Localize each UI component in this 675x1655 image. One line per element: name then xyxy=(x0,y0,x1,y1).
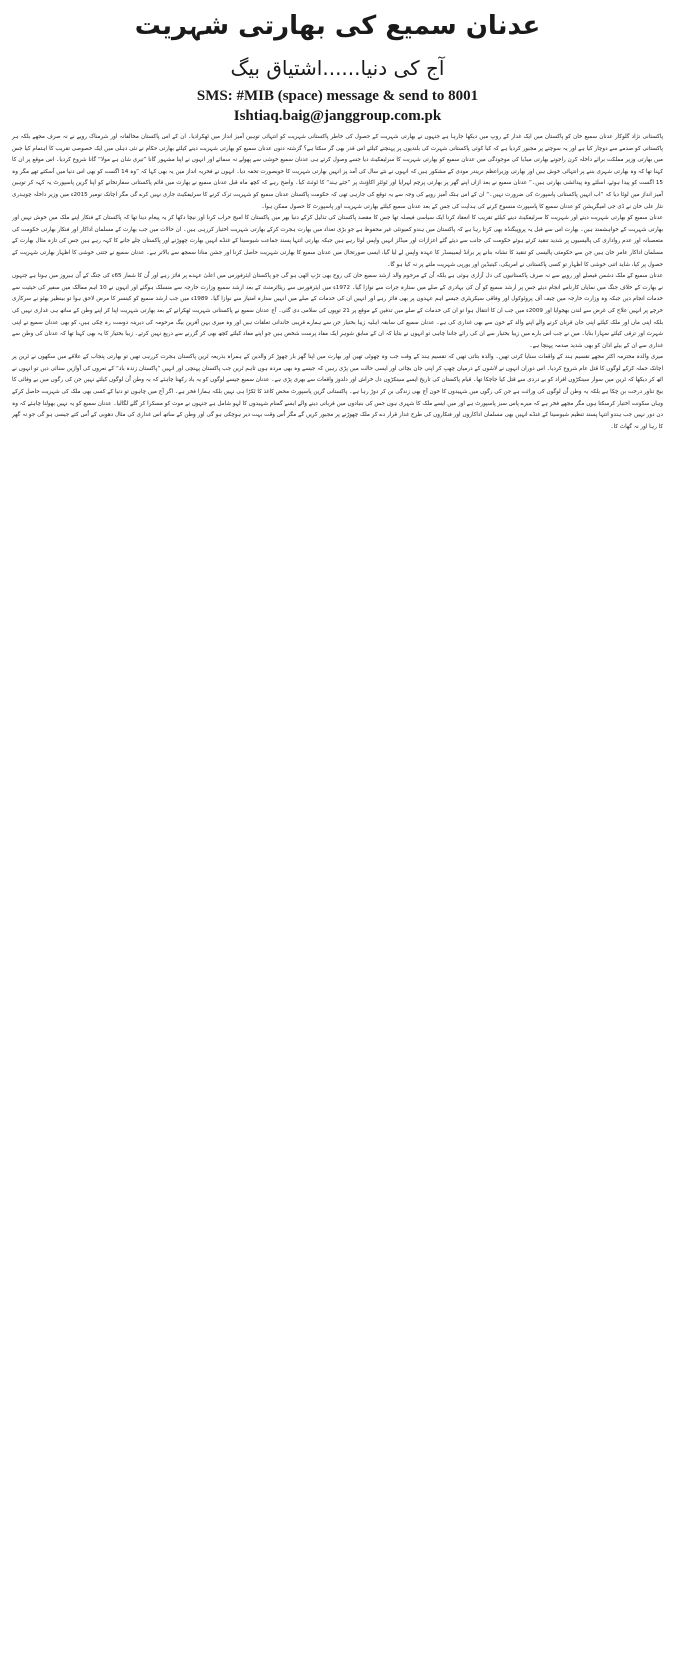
author-email: Ishtiaq.baig@janggroup.com.pk xyxy=(233,108,442,124)
article-paragraph: میری والدہ محترمہ اکثر مجھے تقسیم ہند کے واقعات سنایا کرتی تھیں۔ والدہ بتاتی تھیں کہ تقسیم ہند کے وقت جب وہ چھوٹی تھیں اور بھارت میں اپنا گھر بار چھوڑ کر والدین کے ہمراہ بذریعہ ٹرین پاکستان ہجرت کررہی تھیں تو بھارتی پنجاب کے علاقے میں سکھوں نے ٹرین پر اچانک حملہ کرکے لوگوں کا قتل عام شروع کردیا۔ اس دوران انہوں نے لاشوں کے درمیان چھپ کر اپنی جان بچائی اور ایسی حالت میں پڑی رہیں کہ جیسے وہ بھی مردہ ہوں تاہم ٹرین جب پاکستان پہنچی اور انہیں ”پاکستان زندہ باد“ کے نعروں کی آوازیں سنائی دیں تو انہوں نے اٹھ کر دیکھا کہ ٹرین میں سوار سینکڑوں افراد کو بے دردی سے قتل کیا جاچکا تھا۔ قیام پاکستان کی تاریخ ایسے سینکڑوں دل خراش اور دلدوز واقعات سے بھری پڑی ہے۔ عدنان سمیع جیسے لوگوں کو یہ یاد رکھنا چاہئے کہ یہ وطن اُن لوگوں کیلئے نہیں جن کی رگوں میں بے وفائی کا بیج تناور درخت بن چکا ہے بلکہ یہ وطن اُن لوگوں کی وراثت ہے جن کی رگوں میں شہیدوں کا خون آج بھی زندگی بن کر دوڑ رہا ہے۔ پاکستانی گرین پاسپورٹ محض کاغذ کا ٹکڑا ہی نہیں بلکہ ہمارا فخر ہے۔ اگر آج میں چاہوں تو دنیا کے کسی بھی ملک کی شہریت حاصل کرکے وہاں سکونت اختیار کرسکتا ہوں مگر مجھے فخر ہے کہ میرے پاس سبز پاسپورٹ ہے اور میں ایسے ملک کا شہری ہوں جس کی بنیادوں میں قربانی دینے والے ایسے گمنام شہیدوں کا لہو شامل ہے جنہوں نے موت کو مسکرا کر گلے لگالیا۔ عدنان سمیع کو یہ نہیں بھولنا چاہئے کہ وہ دن دور نہیں جب ہندو انتہا پسند تنظیم شیوسینا کے غنڈے انہیں بھی مسلمان اداکاروں اور فنکاروں کی طرح غدار قرار دے کر ملک چھوڑنے پر مجبور کریں گے مگر اُس وقت بہت دیر ہوچکی ہو گی اور وطن کے ساتھ اس غداری کی مثال دھوبی کے اُس کتے جیسی ہو گی جو نہ گھر کا رہا اور نہ گھاٹ کا۔ xyxy=(12,354,663,430)
column-byline: آج کی دنیا......اشتیاق بیگ xyxy=(230,56,445,80)
article-paragraph: پاکستانی نژاد گلوکار عدنان سمیع خان کو پاکستان میں ایک غدار کے روپ میں دیکھا جارہا ہے جنہوں نے بھارتی شہریت کے حصول کی خاطر پاکستانی شہریت کو انتہائی توہین آمیز انداز میں ٹھکرادیا۔ ان کے اس پاکستان مخالفانہ اور شرمناک رویے نے نہ صرف مجھے بلکہ ہر پاکستانی کو صدمے سے دوچار کیا ہے اور یہ سوچنے پر مجبور کردیا ہے کہ کیا کوئی پاکستانی شہرت کی بلندیوں پر پہنچنے کیلئے اس قدر بھی گر سکتا ہے؟ گزشتہ دنوں عدنان سمیع کو بھارتی شہریت دینے کیلئے بھارتی حکام نے نئی دہلی میں ایک خصوصی تقریب کا اہتمام کیا جس میں بھارتی وزیر مملکت برائے داخلہ کرن راجونے بھارتی میڈیا کی موجودگی میں عدنان سمیع کو بھارتی شہریت کا سرٹیفکیٹ دیا جسے وصول کرتے ہی عدنان سمیع خوشی سے پھولے نہ سمائے اور انہوں نے اپنا مشہور گانا ”تیری شان ہے مولا“ گانا شروع کردیا۔ اس موقع پر ان کا کہنا تھا کہ وہ بھارتی شہری بننے پر انتہائی خوش ہیں اور بھارتی وزیراعظم نریندر مودی کے مشکور ہیں کہ انہوں نے نئے سال کی آمد پر انہیں بھارتی شہریت کا خوبصورت تحفہ دیا۔ انہوں نے فخریہ انداز میں یہ بھی کہا کہ ”وہ 14 اگست کو بھی اس دنیا میں آسکتے تھے مگر وہ 15 اگست کو پیدا ہوئے، اسلئے وہ پیدائشی بھارتی ہیں۔“ عدنان سمیع نے بعد ازاں اپنے گھر پر بھارتی پرچم لہرایا اور ٹوئٹر اکاؤنٹ پر ”جئے ہند“ کا ٹوئٹ کیا۔ واضح رہے کہ کچھ ماہ قبل عدنان سمیع نے بھارت میں قائم پاکستانی سفارتخانے کو اپنا گرین پاسپورٹ یہ کہہ کر توہین آمیز انداز میں لوٹا دیا کہ ”اب انہیں پاکستانی پاسپورٹ کی ضرورت نہیں۔“ ان کے اس ہتک آمیز رویے کی وجہ سے یہ توقع کی جارہی تھی کہ حکومت پاکستان عدنان سمیع کو شہریت ترک کرنے کا سرٹیفکیٹ جاری نہیں کرے گی مگر اچانک نومبر 2015ء میں وزیر داخلہ چوہدری نثار علی خان نے ڈی جی امیگریشن کو عدنان سمیع کا پاسپورٹ منسوخ کرنے کی ہدایت کی جس کے بعد عدنان سمیع کیلئے بھارتی شہریت اور پاسپورٹ کا حصول ممکن ہوا۔ xyxy=(12,134,663,210)
article-title: عدنان سمیع کی بھارتی شہریت xyxy=(134,11,541,41)
sms-instructions: SMS: #MIB (space) message & send to 8001 xyxy=(196,88,479,104)
article-body xyxy=(12,132,663,433)
article-paragraph: عدنان سمیع کو بھارتی شہریت دینے اور شہریت کا سرٹیفکیٹ دینے کیلئے تقریب کا انعقاد کرنا ایک سیاسی فیصلہ تھا جس کا مقصد پاکستان کی تذلیل کرکے دنیا بھر میں پاکستان کا امیج خراب کرنا اور نیچا دکھا کر یہ پیغام دینا تھا کہ پاکستان کے فنکار اپنے ملک میں خوش نہیں اور بھارتی شہریت کے خواہشمند ہیں۔ بھارت اس سے قبل یہ پروپیگنڈہ بھی کرتا رہا ہے کہ پاکستان میں ہندو کمیونٹی غیر محفوظ ہے جو بڑی تعداد میں بھارت ہجرت کرکے بھارتی شہریت اختیار کررہی ہیں۔ ان حالات میں جب بھارت کے مسلمان اداکار اور فنکار بھارتی حکومت کی متعصبانہ اور عدم رواداری کی پالیسیوں پر شدید تنقید کرتے ہوئے حکومت کی جانب سے دیئے گئے اعزازات اور میڈلز انہیں واپس لوٹا رہے ہیں جبکہ بھارتی انتہا پسند جماعت شیوسینا کے غنڈے انہیں بھارت چھوڑنے اور پاکستان چلے جانے کا کہہ رہے ہیں جس کی تازہ مثال بھارت کے مسلمان اداکار عامر خان ہیں جن سے حکومتی پالیسی کو تنقید کا نشانہ بنانے پر برانڈ ایمبیسڈر کا عہدہ واپس لے لیا گیا، ایسی صورتحال میں عدنان سمیع کا بھارتی شہریت حاصل کرنا اور جشن منانا سمجھ سے بالاتر ہے۔ عدنان سمیع نے جتنی خوشی کا اظہار بھارتی شہریت کے حصول پر کیا، شاید اتنی خوشی کا اظہار تو کسی پاکستانی نے امریکی، کینیڈین اور یورپی شہریت ملنے پر نہ کیا ہو گا۔ xyxy=(12,215,663,268)
article-header xyxy=(12,4,663,126)
article-paragraph: عدنان سمیع کے ملک دشمن فیصلے اور رویے سے نہ صرف پاکستانیوں کی دل آزاری ہوئی ہے بلکہ اُن کے مرحوم والد ارشد سمیع خان کی روح بھی تڑپ اٹھی ہو گی جو پاکستان ایئرفورس میں اعلیٰ عہدے پر فائز رہے اور اُن کا شمار 65ء کی جنگ کے اُن ہیروز میں ہوتا ہے جنہوں نے بھارت کے خلاف جنگ میں نمایاں کارنامے انجام دیئے جس پر ارشد سمیع کو اُن کی بہادری کے صلے میں ستارہ جرات سے نوازا گیا۔ 1972ء میں ایئرفورس سے ریٹائرمنٹ کے بعد ارشد سمیع وزارت خارجہ سے منسلک ہوگئے اور انہوں نے 10 اہم ممالک میں سفیر کی حیثیت سے خدمات انجام دیں جبکہ وہ وزارت خارجہ میں چیف آف پروٹوکول اور وفاقی سیکریٹری جیسے اہم عہدوں پر بھی فائز رہے اور انہیں ان کی خدمات کے صلے میں انہیں ستارہ امتیاز سے نوازا گیا۔ 1989ء میں جب ارشد سمیع کو کینسر کا مرض لاحق ہوا تو بینظیر بھٹو نے سرکاری خرچے پر انہیں علاج کی غرض سے لندن بھجوایا اور 2009ء میں جب ان کا انتقال ہوا تو ان کی خدمات کے صلے میں تدفین کے موقع پر 21 توپوں کی سلامی دی گئی۔ آج عدنان سمیع نے پاکستانی شہریت ٹھکرانے کے بعد بھارتی شہریت اپنا کر اپنے وطن کے ساتھ ہی غداری نہیں کی بلکہ اپنی ماں اور ملک کیلئے اپنی جان قربان کرنے والے اپنے والد کے خون سے بھی غداری کی ہے۔ عدنان سمیع کی سابقہ اہلیہ زیبا بختیار جن سے ہمارے قریبی خاندانی تعلقات ہیں اور وہ میری بہن آفرین بیگ مرحومہ کی دیرینہ دوست رہ چکی ہیں، کو بھی عدنان سمیع نے اپنی شہرت اور ترقی کیلئے سہارا بنایا۔ میں نے جب اس بارے میں زیبا بختیار سے ان کی رائے جاننا چاہی تو انہوں نے بتایا کہ ان کے سابق شوہر ایک مفاد پرست شخص ہیں جو اپنے مفاد کیلئے کچھ بھی کر گزرنے سے دریغ نہیں کرتے۔ زیبا بختیار کا یہ بھی کہنا تھا کہ عدنان کی وطن سے غداری سے ان کے بیٹے اذان کو بھی شدید صدمہ پہنچا ہے۔ xyxy=(12,273,664,349)
